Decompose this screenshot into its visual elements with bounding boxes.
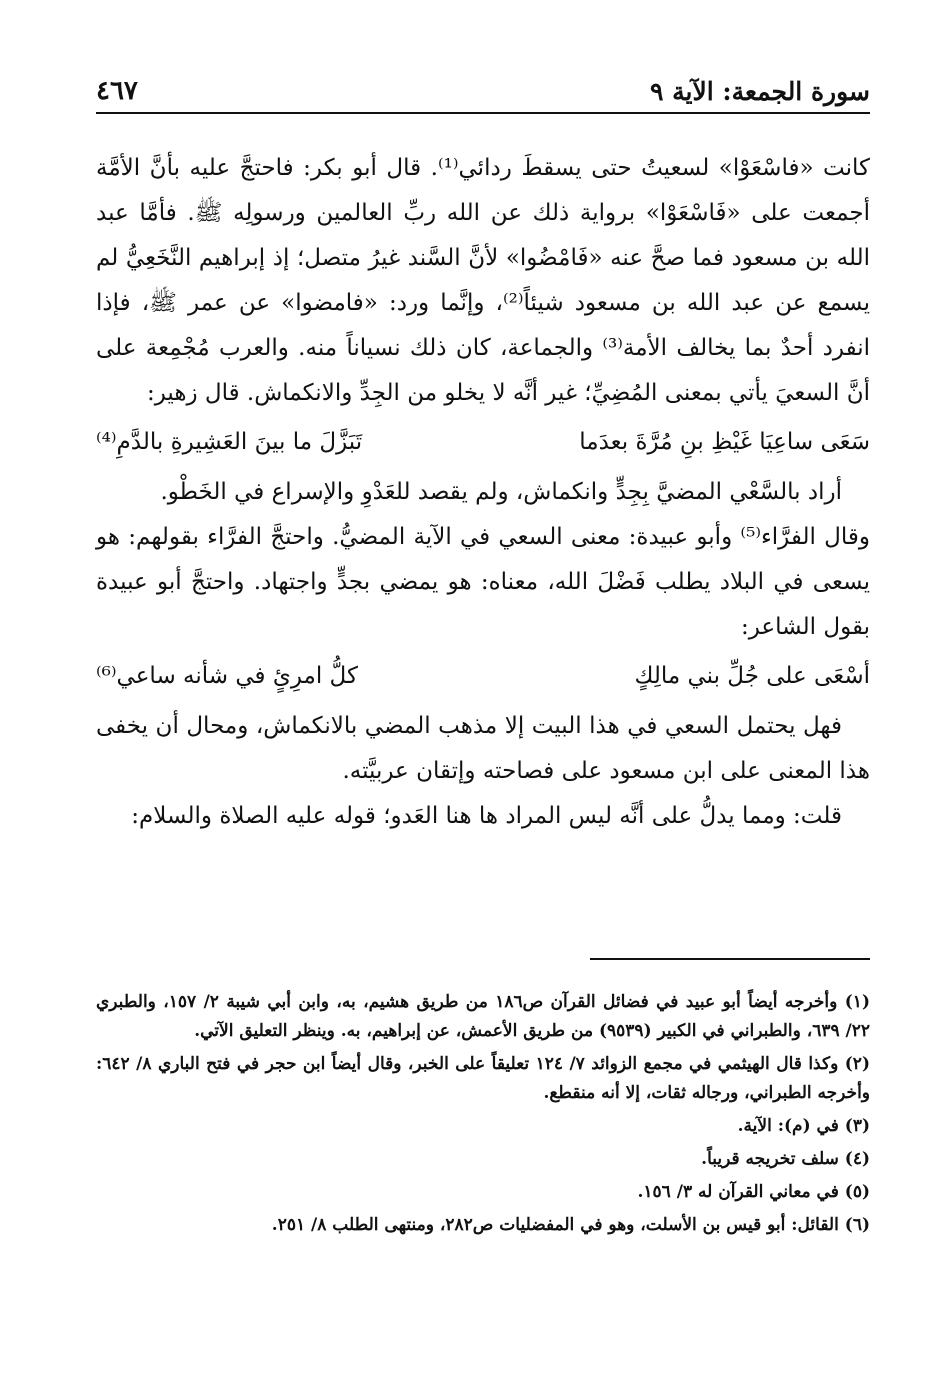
verse-1-first-hemistich: سَعَى ساعِيَا غَيْظِ بنِ مُرَّةَ بعدَما (579, 429, 870, 455)
verse-1-second-hemistich: تَبَزَّلَ ما بينَ العَشِيرةِ بالدَّمِ⁽⁴⁾ (96, 429, 363, 455)
footnote-3: (٣) في (م): الآية. (737, 1116, 870, 1136)
footnotes (96, 988, 870, 1244)
header-title: سورة الجمعة: الآية ٩ (650, 77, 870, 106)
paragraph-1: كانت «فاسْعَوْا» لسعيتُ حتى يسقطَ ردائي⁽¹⁾. قال أبو بكر: فاحتجَّ عليه بأنَّ الأمَّة أجمعت على «فَاسْعَوْا» برواية ذلك عن الله ربِّ العالمين ورسولِه ﷺ. فأمَّا عبد الله بن مسعود فما صحَّ عنه «فَامْضُوا» لأنَّ السَّند غيرُ متصل؛ إذ إبراهيم النَّخَعِيُّ لم يسمع عن عبد الله بن مسعود شيئاً⁽²⁾، وإنَّما ورد: «فامضوا» عن عمر ﷺ، فإذا انفرد أحدٌ بما يخالف الأمة⁽³⁾ والجماعة، كان ذلك نسياناً منه. والعرب مُجْمِعة على أنَّ السعيَ يأتي بمعنى المُضِيِّ؛ غير أنَّه لا يخلو من الجِدِّ والانكماش. قال زهير: (96, 155, 870, 406)
footnote-1: (١) وأخرجه أيضاً أبو عبيد في فضائل القرآن ص١٨٦ من طريق هشيم، به، وابن أبي شيبة ٢/ ١٥٧، والطبري ٢٢/ ٦٣٩، والطبراني في الكبير (٩٥٣٩) من طريق الأعمش، عن إبراهيم، به. وينظر التعليق الآتي. (96, 992, 870, 1041)
page-number: ٤٦٧ (96, 76, 138, 106)
verse-2-second-hemistich: كلُّ امرِئٍ في شأنه ساعي⁽⁶⁾ (96, 663, 358, 689)
footnote-2: (٢) وكذا قال الهيثمي في مجمع الزوائد ٧/ ١٢٤ تعليقاً على الخبر، وقال أيضاً ابن حجر في فتح الباري ٨/ ٦٤٢: وأخرجه الطبراني، ورجاله ثقات، إلا أنه منقطع. (96, 1054, 870, 1103)
footnote-5: (٥) في معاني القرآن له ٣/ ١٥٦. (637, 1182, 870, 1202)
footnote-6: (٦) القائل: أبو قيس بن الأسلت، وهو في المفضليات ص٢٨٢، ومنتهى الطلب ٨/ ٢٥١. (271, 1215, 870, 1235)
verse-poet (96, 650, 870, 704)
footnote-4: (٤) سلف تخريجه قريباً. (701, 1149, 870, 1169)
main-text (96, 146, 870, 839)
running-header (96, 66, 870, 114)
verse-zuhair (96, 416, 870, 470)
footnote-separator (590, 958, 870, 960)
verse-2-first-hemistich: أسْعَى على جُلِّ بني مالِكٍ (634, 663, 870, 689)
paragraph-5: قلت: ومما يدلُّ على أنَّه ليس المراد ها هنا العَدو؛ قوله عليه الصلاة والسلام: (131, 803, 842, 829)
paragraph-4: فهل يحتمل السعي في هذا البيت إلا مذهب المضي بالانكماش، ومحال أن يخفى هذا المعنى على ابن مسعود على فصاحته وإتقان عربيَّته. (96, 713, 870, 784)
paragraph-3: وقال الفرَّاء⁽⁵⁾ وأبو عبيدة: معنى السعي في الآية المضيُّ. واحتجَّ الفرَّاء بقولهم: هو يسعى في البلاد يطلب فَضْلَ الله، معناه: هو يمضي بجدٍّ واجتهاد. واحتجَّ أبو عبيدة بقول الشاعر: (96, 524, 870, 640)
paragraph-2: أراد بالسَّعْي المضيَّ بِجِدٍّ وانكماش، ولم يقصد للعَدْوِ والإسراع في الخَطْو. (160, 479, 842, 505)
